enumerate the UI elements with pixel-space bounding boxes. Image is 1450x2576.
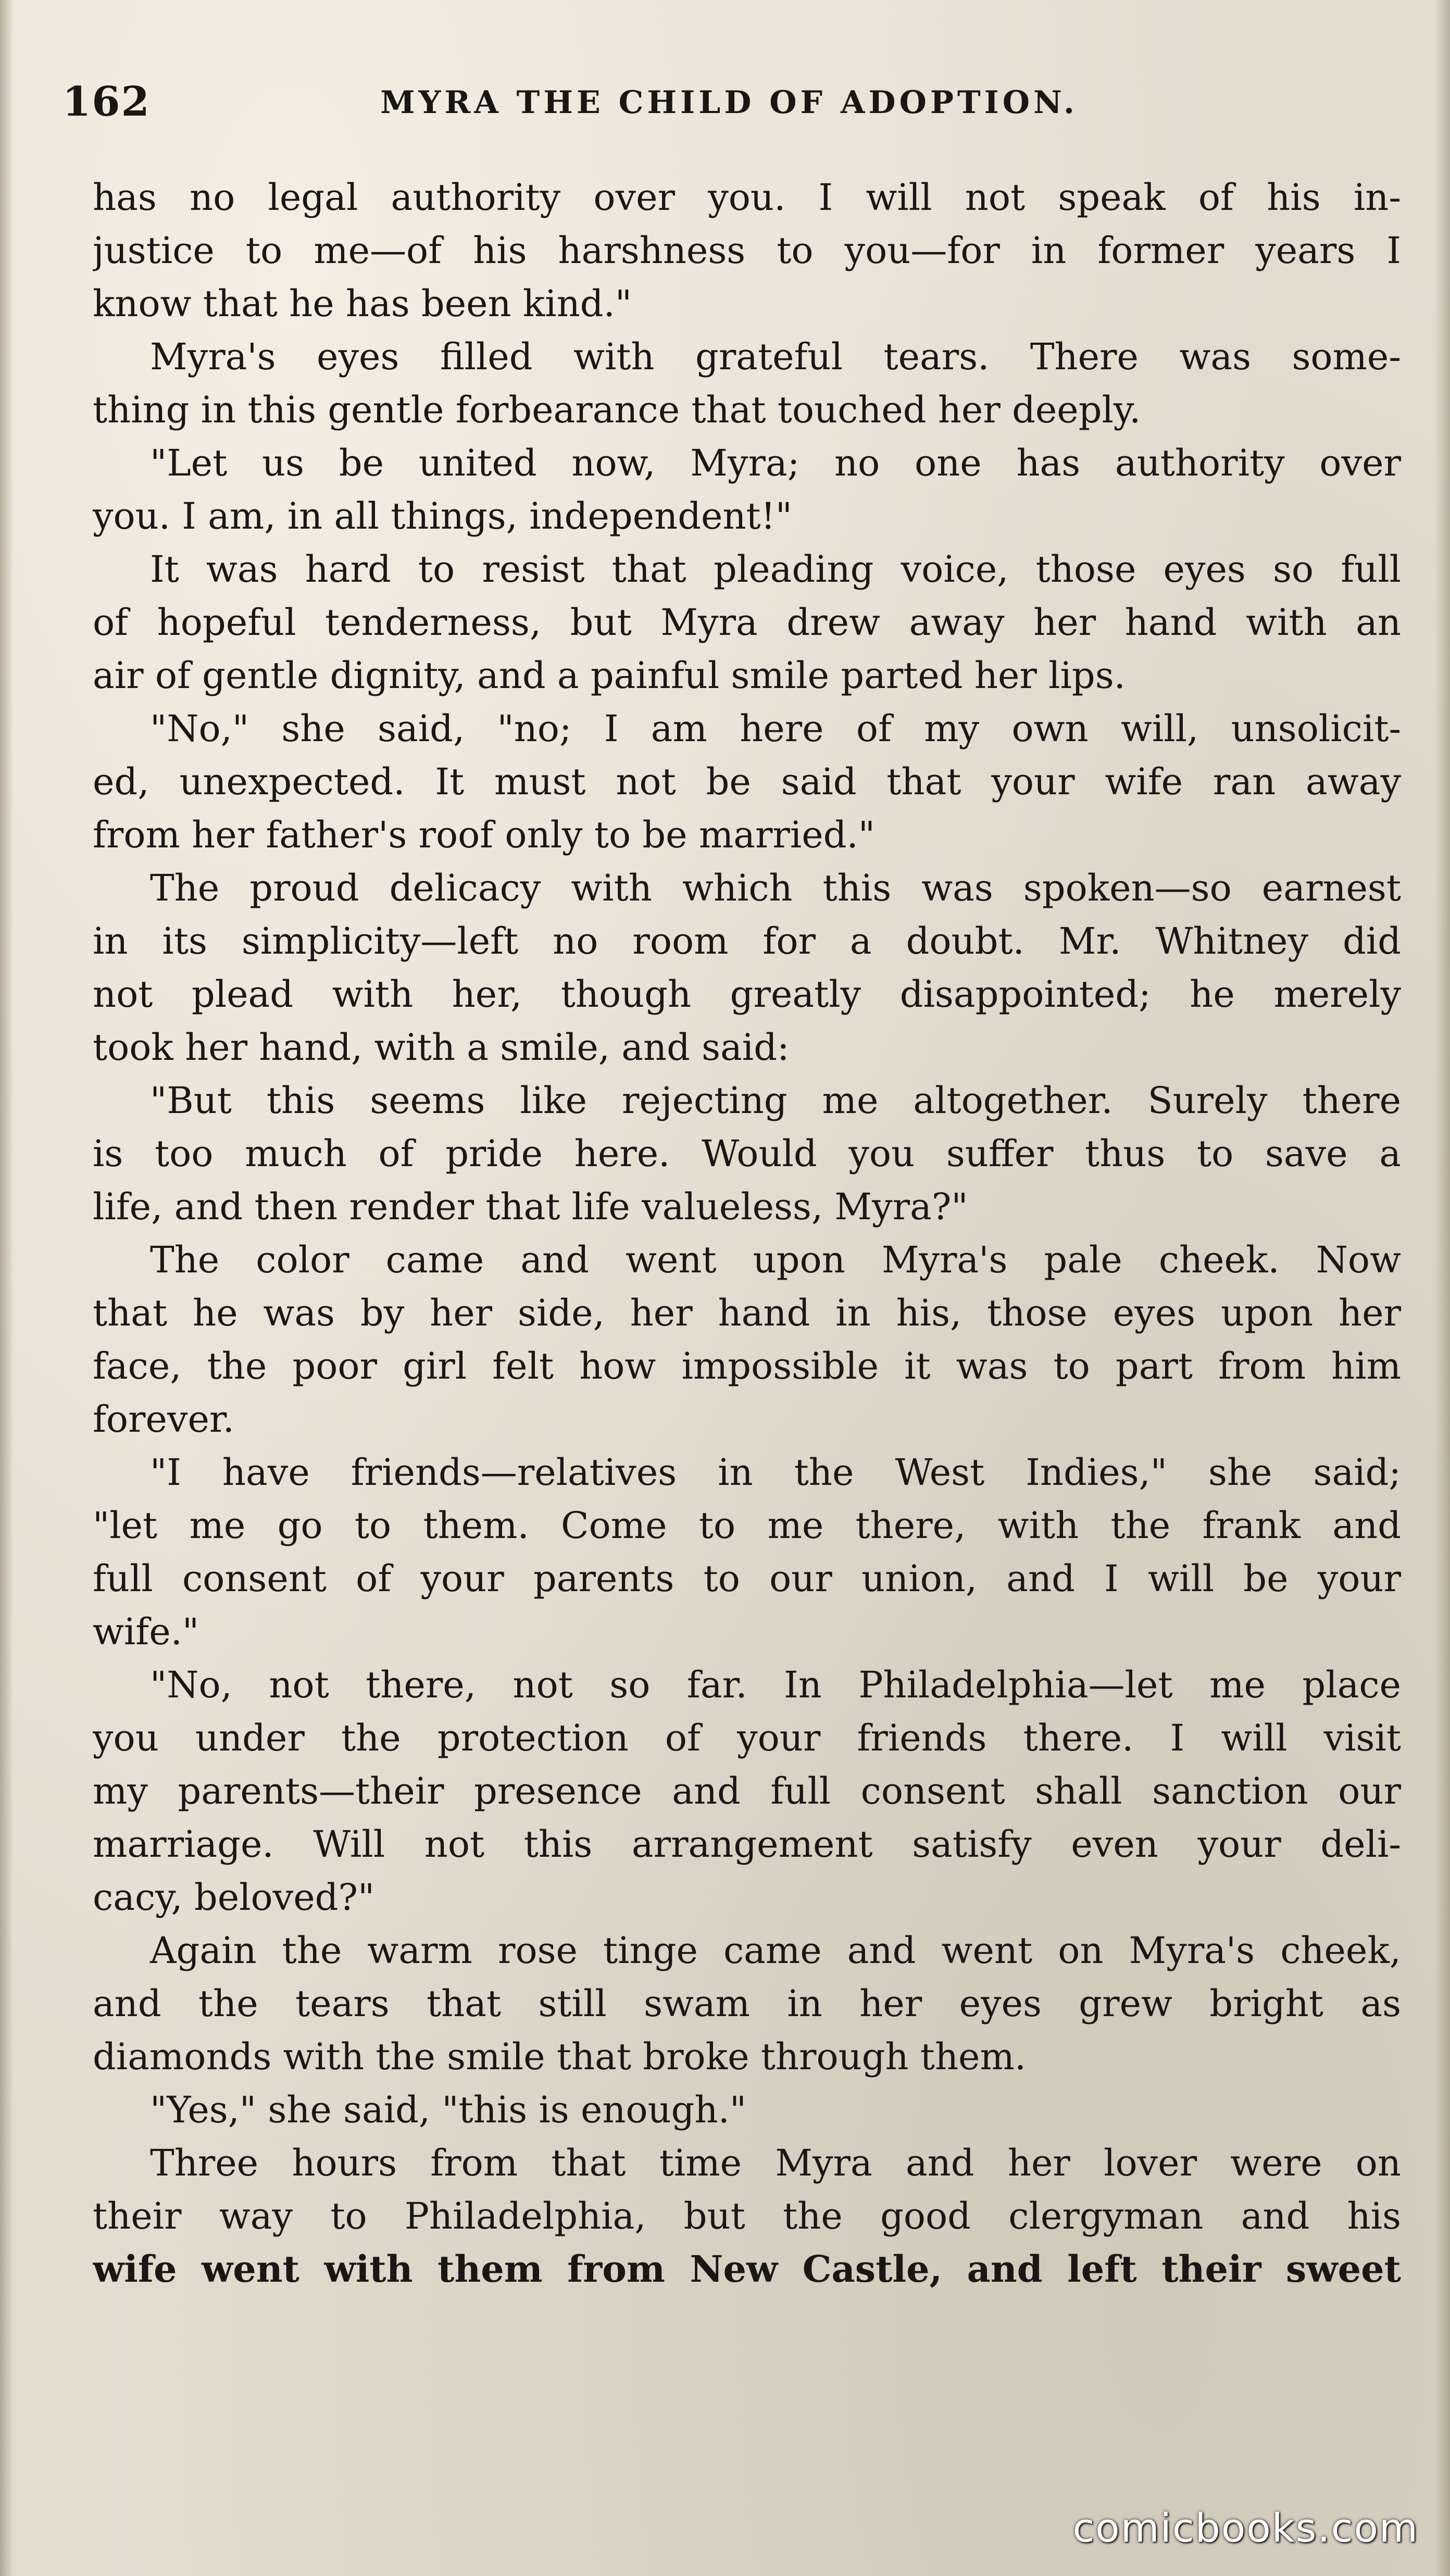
text-line: ed, unexpected. It must not be said that your wife ran away xyxy=(93,760,1401,803)
page-header xyxy=(63,78,1396,135)
text-line: you under the protection of your friends there. I will visit xyxy=(93,1717,1401,1759)
body-text xyxy=(93,171,1401,2296)
text-line: forever. xyxy=(93,1398,234,1441)
text-line: their way to Philadelphia, but the good clergyman and his xyxy=(93,2195,1401,2237)
text-line: cacy, beloved?" xyxy=(93,1876,375,1919)
text-line: in its simplicity—left no room for a doubt. Mr. Whitney did xyxy=(93,920,1401,962)
text-line: and the tears that still swam in her eyes grew bright as xyxy=(93,1982,1401,2025)
text-line: not plead with her, though greatly disappointed; he merely xyxy=(93,973,1401,1016)
text-line: The color came and went upon Myra's pale cheek. Now xyxy=(150,1239,1401,1281)
page-edge-shadow-left xyxy=(0,0,14,2576)
text-line: Again the warm rose tinge came and went on Myra's cheek, xyxy=(150,1929,1401,1972)
text-line: know that he has been kind." xyxy=(93,282,632,325)
text-line: full consent of your parents to our union, and I will be your xyxy=(93,1557,1401,1600)
watermark: comicbooks.com xyxy=(1072,2505,1419,2551)
text-line: Three hours from that time Myra and her lover were on xyxy=(150,2142,1401,2184)
text-line: wife." xyxy=(93,1610,199,1653)
text-line: marriage. Will not this arrangement satisfy even your deli- xyxy=(93,1823,1401,1866)
text-line: justice to me—of his harshness to you—for in former years I xyxy=(93,229,1401,272)
text-line: air of gentle dignity, and a painful smile parted her lips. xyxy=(93,654,1126,697)
text-line: "I have friends—relatives in the West Indies," she said; xyxy=(150,1451,1401,1494)
text-line: from her father's roof only to be married." xyxy=(93,814,875,856)
text-line: thing in this gentle forbearance that touched her deeply. xyxy=(93,389,1141,431)
text-line: "let me go to them. Come to me there, with the frank and xyxy=(93,1504,1401,1547)
text-line: "But this seems like rejecting me altogether. Surely there xyxy=(150,1079,1401,1122)
text-line: wife went with them from New Castle, and left their sweet xyxy=(93,2247,1401,2291)
text-line: of hopeful tenderness, but Myra drew away her hand with an xyxy=(93,601,1401,644)
text-line: that he was by her side, her hand in his, those eyes upon her xyxy=(93,1292,1401,1334)
text-line: life, and then render that life valueless, Myra?" xyxy=(93,1185,968,1228)
text-line: my parents—their presence and full consent shall sanction our xyxy=(93,1770,1401,1812)
page-number: 162 xyxy=(63,78,151,126)
text-line: "No," she said, "no; I am here of my own will, unsolicit- xyxy=(150,707,1401,750)
text-line: "No, not there, not so far. In Philadelphia—let me place xyxy=(150,1664,1401,1706)
text-line: is too much of pride here. Would you suffer thus to save a xyxy=(93,1132,1401,1175)
text-line: diamonds with the smile that broke through them. xyxy=(93,2035,1027,2078)
text-line: you. I am, in all things, independent!" xyxy=(93,495,792,537)
text-line: "Yes," she said, "this is enough." xyxy=(150,2089,747,2131)
text-line: face, the poor girl felt how impossible it was to part from him xyxy=(93,1345,1401,1387)
text-line: took her hand, with a smile, and said: xyxy=(93,1026,790,1069)
text-line: has no legal authority over you. I will not speak of his in- xyxy=(93,176,1401,219)
running-title: MYRA THE CHILD OF ADOPTION. xyxy=(380,84,1078,121)
page-edge-shadow-right xyxy=(1434,0,1450,2576)
text-line: Myra's eyes filled with grateful tears. There was some- xyxy=(150,335,1401,378)
text-line: It was hard to resist that pleading voice, those eyes so full xyxy=(150,548,1401,591)
text-line: The proud delicacy with which this was spoken—so earnest xyxy=(150,867,1401,909)
text-line: "Let us be united now, Myra; no one has authority over xyxy=(150,442,1401,484)
